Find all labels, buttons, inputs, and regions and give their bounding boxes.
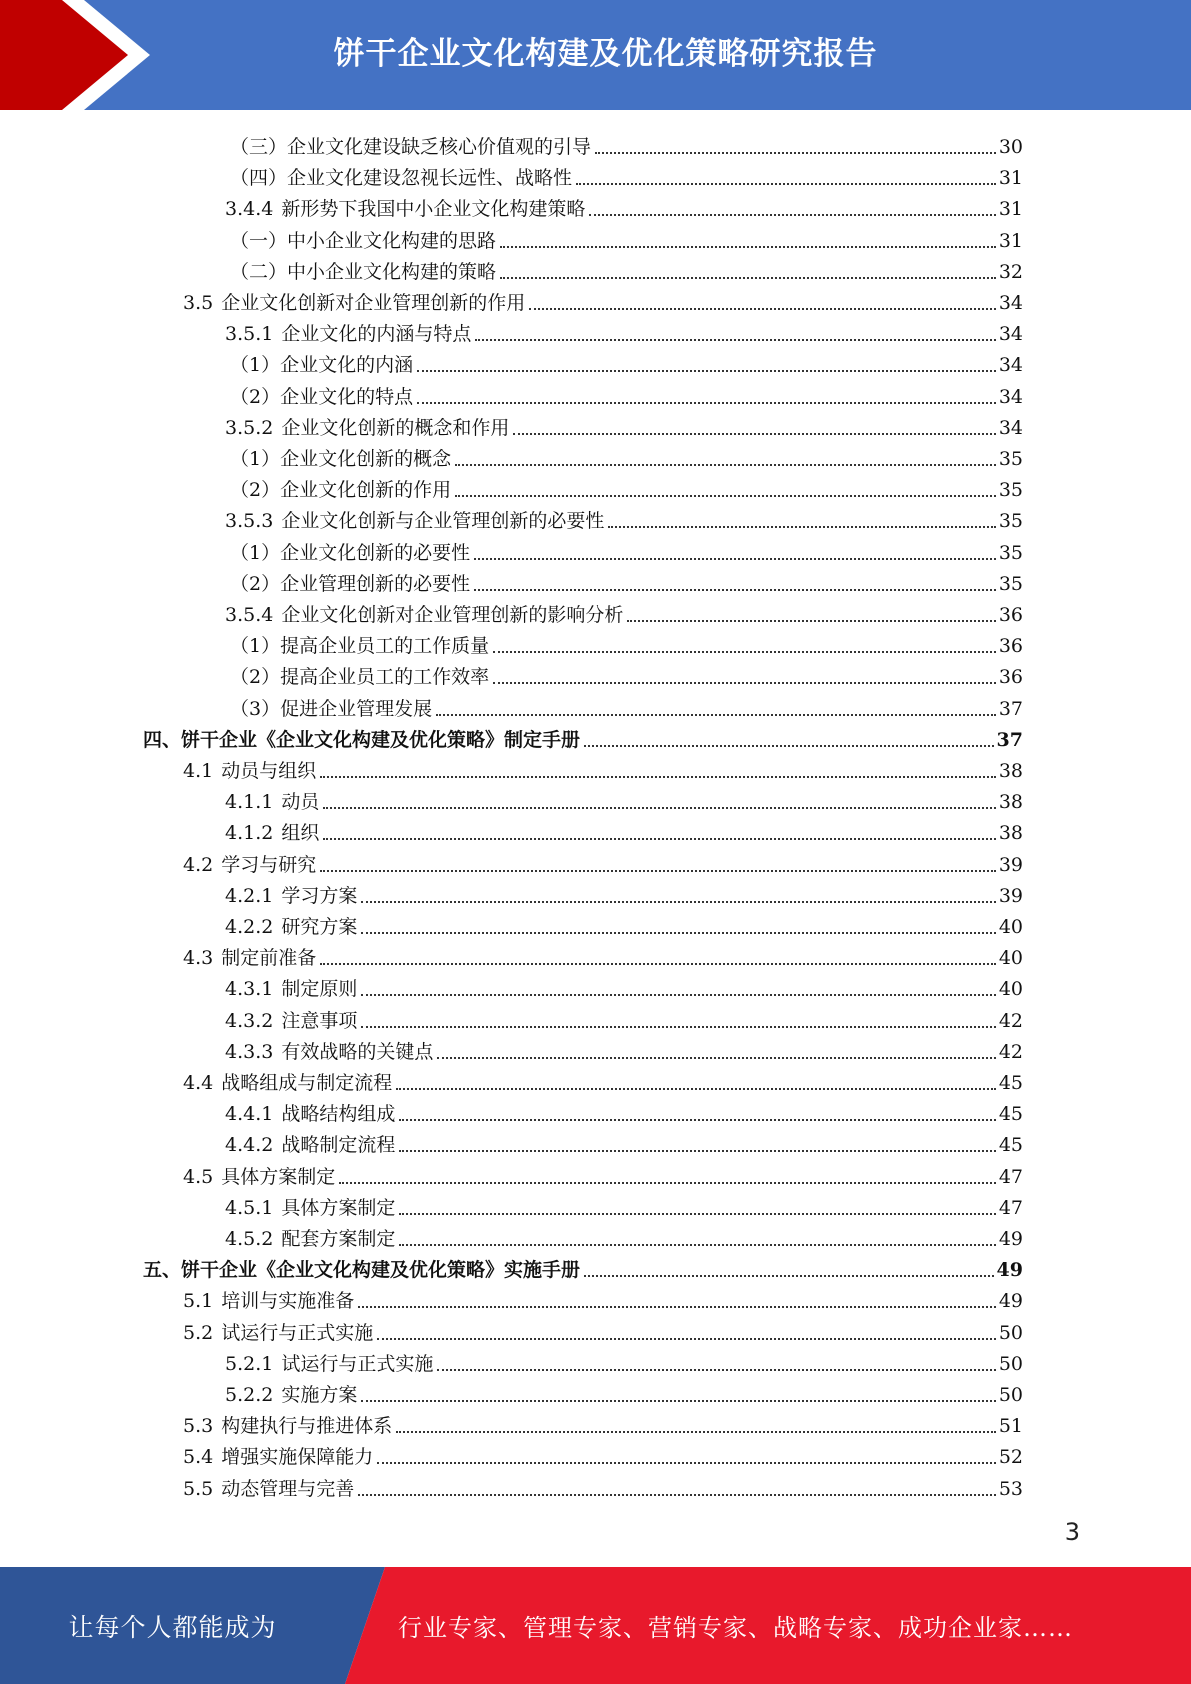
toc-entry-title: 组织: [281, 822, 320, 845]
toc-entry-title: （1）提高企业员工的工作质量: [230, 635, 490, 658]
toc-dot-leader: [436, 713, 996, 716]
toc-entry[interactable]: [230, 690, 1023, 721]
toc-entry-number: 3.5.4: [225, 604, 274, 626]
toc-entry-page: 51: [998, 1415, 1023, 1438]
toc-entry-page: 38: [998, 791, 1023, 814]
footer-band: [0, 1567, 1191, 1684]
toc-entry[interactable]: [183, 752, 1023, 783]
toc-dot-leader: [323, 837, 995, 840]
toc-entry[interactable]: [225, 1189, 1023, 1220]
toc-entry-title: 注意事项: [281, 1009, 358, 1032]
toc-entry[interactable]: [225, 814, 1023, 845]
toc-entry-number: 5.2.1: [225, 1352, 274, 1375]
toc-entry[interactable]: [183, 1407, 1023, 1438]
toc-dot-leader: [455, 463, 996, 466]
toc-entry-page: 52: [998, 1446, 1023, 1469]
toc-dot-leader: [475, 338, 995, 341]
toc-entry-title: 增强实施保障能力: [221, 1446, 374, 1469]
toc-entry[interactable]: [230, 534, 1023, 565]
toc-entry[interactable]: [225, 970, 1023, 1001]
toc-entry-page: 35: [998, 479, 1023, 502]
toc-entry-page: 39: [998, 884, 1023, 907]
toc-dot-leader: [361, 900, 995, 903]
toc-entry-title: 学习方案: [281, 884, 358, 907]
toc-dot-leader: [584, 1274, 994, 1277]
toc-entry[interactable]: [225, 190, 1023, 221]
toc-entry-number: 4.2: [183, 853, 214, 876]
toc-entry-number: 4.5.1: [225, 1196, 274, 1219]
toc-entry-title: 动员与组织: [221, 760, 317, 782]
toc-entry[interactable]: [183, 1064, 1023, 1095]
toc-dot-leader: [589, 213, 995, 216]
toc-dot-leader: [320, 869, 996, 872]
toc-entry-title: 战略制定流程: [281, 1134, 396, 1157]
toc-entry-number: 4.3.3: [225, 1040, 274, 1063]
toc-entry-title: （二）中小企业文化构建的策略: [230, 260, 497, 283]
toc-entry-title: 企业文化创新与企业管理创新的必要性: [281, 510, 605, 533]
toc-entry-page: 50: [998, 1352, 1023, 1375]
toc-entry-title: （2）企业管理创新的必要性: [230, 572, 471, 595]
toc-dot-leader: [399, 1149, 995, 1152]
toc-entry[interactable]: [183, 1158, 1023, 1189]
toc-entry[interactable]: [225, 409, 1023, 440]
toc-entry-page: 36: [998, 604, 1023, 626]
toc-entry-page: 34: [998, 354, 1023, 377]
toc-entry[interactable]: [225, 1033, 1023, 1064]
toc-entry[interactable]: [225, 315, 1023, 346]
toc-entry-title: 配套方案制定: [281, 1228, 396, 1250]
toc-entry-page: 36: [998, 635, 1023, 658]
toc-entry[interactable]: [225, 877, 1023, 908]
toc-entry-title: （2）企业文化创新的作用: [230, 479, 452, 502]
toc-entry[interactable]: [225, 908, 1023, 939]
toc-entry[interactable]: [225, 596, 1023, 627]
toc-entry[interactable]: [225, 1376, 1023, 1407]
toc-entry-page: 35: [998, 572, 1023, 595]
toc-entry-page: 37: [998, 697, 1023, 720]
toc-dot-leader: [608, 525, 995, 528]
toc-entry[interactable]: [230, 378, 1023, 409]
toc-entry-number: 3.5.3: [225, 510, 274, 533]
toc-entry[interactable]: [225, 1002, 1023, 1033]
toc-entry-page: 35: [998, 510, 1023, 533]
toc-entry-page: 47: [998, 1196, 1023, 1219]
toc-entry-page: 50: [998, 1321, 1023, 1344]
toc-entry-number: 4.4.2: [225, 1134, 274, 1157]
toc-entry-number: 4.1.1: [225, 791, 274, 814]
toc-entry-title: 战略结构组成: [281, 1103, 396, 1126]
toc-dot-leader: [358, 1493, 996, 1496]
toc-entry-page: 38: [998, 822, 1023, 845]
toc-chapter-entry[interactable]: [143, 721, 1023, 752]
toc-entry-page: 38: [998, 760, 1023, 782]
toc-entry-title: 制定前准备: [221, 947, 317, 970]
toc-entry-number: 4.3: [183, 947, 214, 970]
toc-entry-number: 3.4.4: [225, 198, 274, 221]
toc-entry-number: 3.5.1: [225, 323, 274, 346]
toc-dot-leader: [396, 1087, 996, 1090]
toc-entry-title: （一）中小企业文化构建的思路: [230, 229, 497, 252]
toc-dot-leader: [500, 276, 996, 279]
toc-entry-page: 49: [998, 1290, 1023, 1313]
toc-entry[interactable]: [183, 1470, 1023, 1501]
toc-dot-leader: [500, 245, 996, 248]
toc-entry-title: 制定原则: [281, 978, 358, 1001]
toc-dot-leader: [399, 1118, 995, 1121]
toc-entry-page: 49: [998, 1228, 1023, 1250]
toc-entry-title: 构建执行与推进体系: [221, 1415, 393, 1438]
toc-entry-page: 53: [998, 1477, 1023, 1500]
toc-dot-leader: [361, 1025, 995, 1028]
toc-dot-leader: [474, 588, 996, 591]
toc-entry-page: 34: [998, 416, 1023, 439]
document-title: 饼干企业文化构建及优化策略研究报告: [333, 35, 878, 72]
toc-dot-leader: [323, 806, 995, 809]
toc-entry-title: （三）企业文化建设缺乏核心价值观的引导: [230, 136, 592, 158]
toc-entry-title: 培训与实施准备: [221, 1290, 355, 1313]
toc-entry-page: 36: [998, 666, 1023, 689]
toc-entry-page: 50: [998, 1384, 1023, 1406]
toc-entry[interactable]: [183, 1314, 1023, 1345]
toc-entry-title: （2）企业文化的特点: [230, 385, 414, 408]
toc-entry-page: 42: [998, 1009, 1023, 1032]
toc-dot-leader: [358, 1305, 996, 1308]
toc-entry-title: （3）促进企业管理发展: [230, 697, 433, 720]
toc-entry-number: 4.3.1: [225, 978, 274, 1001]
toc-chapter-entry[interactable]: [143, 1251, 1023, 1282]
toc-dot-leader: [417, 369, 996, 372]
toc-entry-title: 具体方案制定: [281, 1196, 396, 1219]
toc-entry-page: 34: [998, 292, 1023, 314]
page-number: 3: [1064, 1518, 1080, 1546]
toc-dot-leader: [339, 1181, 996, 1184]
toc-entry[interactable]: [230, 440, 1023, 471]
toc-entry[interactable]: [225, 1345, 1023, 1376]
toc-dot-leader: [627, 619, 995, 622]
toc-entry[interactable]: [183, 846, 1023, 877]
toc-entry-page: 31: [998, 198, 1023, 221]
toc-entry-number: 4.3.2: [225, 1009, 274, 1032]
toc-dot-leader: [396, 1430, 996, 1433]
toc-entry-title: 试运行与正式实施: [221, 1321, 374, 1344]
toc-entry[interactable]: [230, 658, 1023, 689]
toc-dot-leader: [377, 1337, 996, 1340]
toc-dot-leader: [361, 931, 995, 934]
toc-entry-number: 4.1: [183, 760, 214, 782]
toc-dot-leader: [529, 307, 996, 310]
toc-entry[interactable]: [225, 502, 1023, 533]
toc-entry-page: 35: [998, 541, 1023, 564]
toc-entry-title: 战略组成与制定流程: [221, 1072, 393, 1094]
toc-entry-page: 34: [998, 323, 1023, 346]
toc-dot-leader: [399, 1243, 995, 1246]
toc-dot-leader: [513, 432, 995, 435]
toc-entry[interactable]: [230, 346, 1023, 377]
toc-entry-page: 35: [998, 448, 1023, 470]
toc-entry-title: （四）企业文化建设忽视长远性、战略性: [230, 167, 573, 190]
toc-entry-number: 4.4: [183, 1072, 214, 1094]
toc-entry-page: 47: [998, 1165, 1023, 1188]
toc-entry[interactable]: [183, 939, 1023, 970]
toc-entry-title: （2）提高企业员工的工作效率: [230, 666, 490, 689]
toc-entry-number: 5.5: [183, 1477, 214, 1500]
toc-dot-leader: [474, 557, 996, 560]
toc-entry-number: 3.5.2: [225, 416, 274, 439]
toc-entry-page: 40: [998, 916, 1023, 938]
toc-entry-title: 企业文化的内涵与特点: [281, 323, 472, 346]
toc-entry[interactable]: [230, 159, 1023, 190]
toc-entry-page: 31: [998, 229, 1023, 252]
toc-entry-number: 5.3: [183, 1415, 214, 1438]
toc-entry-title: 有效战略的关键点: [281, 1040, 434, 1063]
toc-entry-number: 4.1.2: [225, 822, 274, 845]
toc-entry-number: 3.5: [183, 292, 214, 314]
toc-entry-page: 34: [998, 385, 1023, 408]
toc-entry-title: 具体方案制定: [221, 1165, 336, 1188]
toc-entry-page: 40: [998, 978, 1023, 1001]
toc-entry-page: 32: [998, 260, 1023, 283]
header-band: [0, 0, 1191, 110]
toc-entry[interactable]: [225, 1220, 1023, 1251]
toc-dot-leader: [437, 1368, 995, 1371]
toc-entry[interactable]: [183, 1438, 1023, 1469]
toc-entry-title: 企业文化创新的概念和作用: [281, 416, 510, 439]
toc-entry[interactable]: [230, 128, 1023, 159]
toc-dot-leader: [361, 1399, 995, 1402]
toc-entry-title: 四、饼干企业《企业文化构建及优化策略》制定手册: [143, 728, 581, 751]
toc-dot-leader: [455, 494, 996, 497]
toc-entry[interactable]: [230, 565, 1023, 596]
toc-entry-title: 试运行与正式实施: [281, 1352, 434, 1375]
toc-dot-leader: [320, 775, 996, 778]
toc-entry-title: 研究方案: [281, 916, 358, 938]
toc-entry-number: 4.5.2: [225, 1228, 274, 1250]
toc-dot-leader: [320, 962, 996, 965]
toc-entry-number: 5.2: [183, 1321, 214, 1344]
toc-dot-leader: [576, 182, 996, 185]
toc-entry-number: 5.2.2: [225, 1384, 274, 1406]
toc-entry-number: 4.5: [183, 1165, 214, 1188]
toc-entry-page: 40: [998, 947, 1023, 970]
toc-entry[interactable]: [183, 284, 1023, 315]
toc-entry-page: 39: [998, 853, 1023, 876]
toc-entry[interactable]: [183, 1282, 1023, 1313]
toc-entry[interactable]: [230, 471, 1023, 502]
toc-dot-leader: [493, 681, 996, 684]
toc-entry-title: 五、饼干企业《企业文化构建及优化策略》实施手册: [143, 1259, 581, 1282]
toc-entry-title: 学习与研究: [221, 853, 317, 876]
toc-entry-title: 实施方案: [281, 1384, 358, 1406]
toc-entry-title: 动员: [281, 791, 320, 814]
toc-entry-title: 动态管理与完善: [221, 1477, 355, 1500]
toc-dot-leader: [399, 1212, 995, 1215]
toc-entry[interactable]: [225, 1095, 1023, 1126]
toc-entry-page: 37: [996, 728, 1023, 751]
toc-entry[interactable]: [225, 783, 1023, 814]
toc-entry-number: 4.2.1: [225, 884, 274, 907]
toc-entry[interactable]: [230, 222, 1023, 253]
footer-slogan-left: 让每个人都能成为: [68, 1612, 277, 1642]
toc-dot-leader: [595, 151, 996, 154]
toc-entry[interactable]: [230, 627, 1023, 658]
toc-dot-leader: [493, 650, 996, 653]
toc-dot-leader: [437, 1056, 995, 1059]
toc-entry-number: 5.1: [183, 1290, 214, 1313]
footer-slogan-right: 行业专家、管理专家、营销专家、战略专家、成功企业家……: [398, 1614, 1073, 1642]
toc-entry-title: （1）企业文化创新的必要性: [230, 541, 471, 564]
toc-entry-page: 49: [996, 1259, 1023, 1282]
toc-dot-leader: [361, 993, 995, 996]
toc-entry-title: 企业文化创新对企业管理创新的影响分析: [281, 604, 624, 626]
toc-entry-number: 5.4: [183, 1446, 214, 1469]
toc-entry-page: 31: [998, 167, 1023, 190]
toc-entry[interactable]: [230, 253, 1023, 284]
toc-entry-page: 42: [998, 1040, 1023, 1063]
toc-entry-title: （1）企业文化的内涵: [230, 354, 414, 377]
toc-entry-title: 新形势下我国中小企业文化构建策略: [281, 198, 586, 221]
toc-entry-page: 45: [998, 1103, 1023, 1126]
toc-entry[interactable]: [225, 1126, 1023, 1157]
toc-entry-page: 45: [998, 1072, 1023, 1094]
toc-entry-page: 45: [998, 1134, 1023, 1157]
toc-entry-title: （1）企业文化创新的概念: [230, 448, 452, 470]
toc-entry-number: 4.4.1: [225, 1103, 274, 1126]
toc-dot-leader: [377, 1461, 996, 1464]
toc-entry-page: 30: [998, 136, 1023, 158]
toc-entry-number: 4.2.2: [225, 916, 274, 938]
toc-dot-leader: [417, 401, 996, 404]
toc-entry-title: 企业文化创新对企业管理创新的作用: [221, 292, 526, 314]
toc-dot-leader: [584, 744, 994, 747]
